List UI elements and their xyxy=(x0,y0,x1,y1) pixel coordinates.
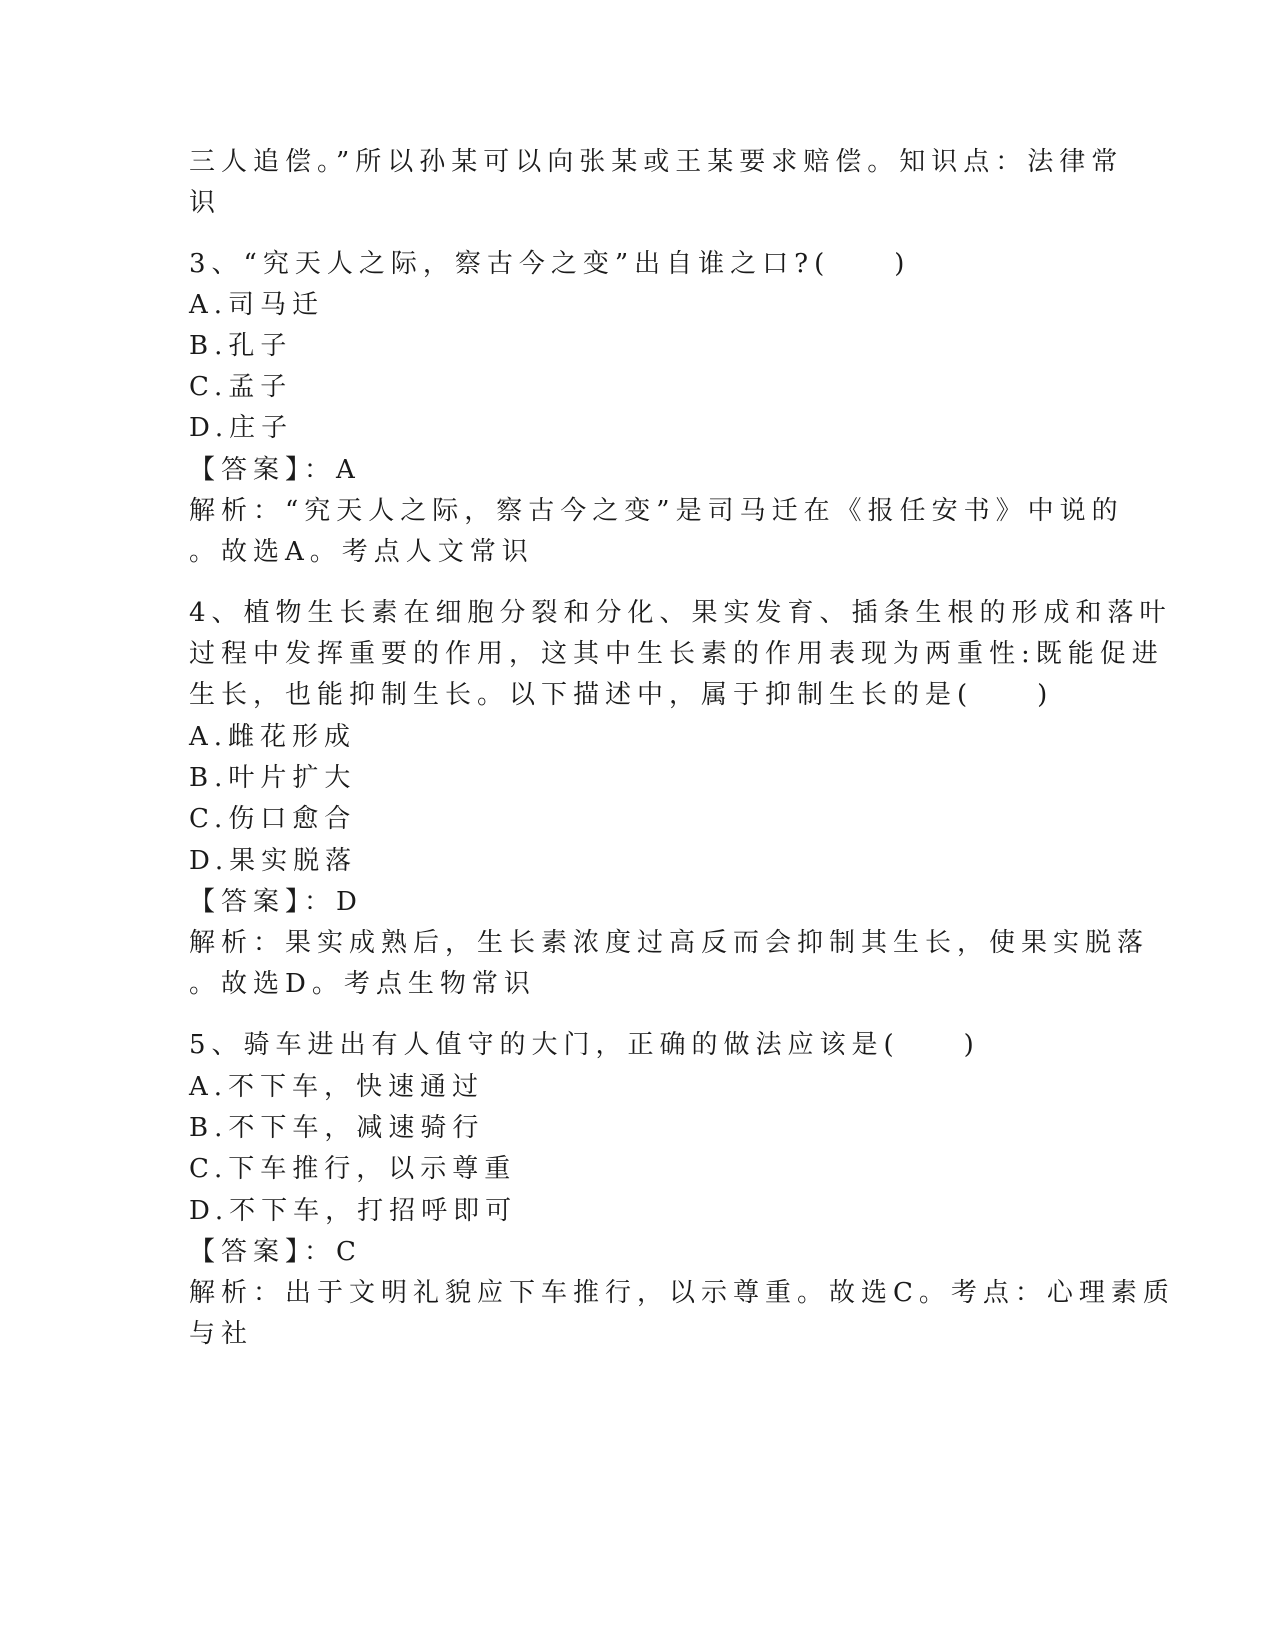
option-c: C.伤口愈合 xyxy=(189,804,357,834)
explanation-line: 解析：果实成熟后，生长素浓度过高反而会抑制其生长，使果实脱落 xyxy=(189,928,1150,958)
question-stem: 过程中发挥重要的作用，这其中生长素的作用表现为两重性:既能促进 xyxy=(189,639,1164,669)
option-c: C.孟子 xyxy=(189,372,293,402)
option-d: D.不下车，打招呼即可 xyxy=(189,1196,518,1226)
question-stem: 4、植物生长素在细胞分裂和分化、果实发育、插条生根的形成和落叶 xyxy=(189,598,1172,628)
option-b: B.孔子 xyxy=(189,331,293,361)
question-stem: 3、“究天人之际，察古今之变”出自谁之口?( ) xyxy=(189,249,911,279)
explanation-line: 。故选A。考点人文常识 xyxy=(189,537,534,567)
answer: 【答案】：C xyxy=(189,1237,362,1267)
question-stem: 5、骑车进出有人值守的大门，正确的做法应该是( ) xyxy=(189,1030,980,1060)
explanation-line: 。故选D。考点生物常识 xyxy=(189,969,536,999)
answer: 【答案】：A xyxy=(189,455,361,485)
option-a: A.司马迁 xyxy=(189,290,325,320)
option-a: A.不下车，快速通过 xyxy=(189,1072,485,1102)
option-d: D.果实脱落 xyxy=(189,846,358,876)
option-d: D.庄子 xyxy=(189,413,294,443)
question-stem: 生长，也能抑制生长。以下描述中，属于抑制生长的是( ) xyxy=(189,680,1054,710)
option-c: C.下车推行，以示尊重 xyxy=(189,1154,517,1184)
option-b: B.不下车，减速骑行 xyxy=(189,1113,485,1143)
continuation-line: 三人追偿。”所以孙某可以向张某或王某要求赔偿。知识点：法律常 xyxy=(189,147,1124,177)
continuation-line: 识 xyxy=(189,188,222,218)
option-a: A.雌花形成 xyxy=(189,722,357,752)
explanation-line: 解析：出于文明礼貌应下车推行，以示尊重。故选C。考点：心理素质 xyxy=(189,1278,1175,1308)
explanation-line: 解析：“究天人之际，察古今之变”是司马迁在《报任安书》中说的 xyxy=(189,496,1124,526)
explanation-line: 与社 xyxy=(189,1319,254,1349)
option-b: B.叶片扩大 xyxy=(189,763,357,793)
answer: 【答案】：D xyxy=(189,887,363,917)
